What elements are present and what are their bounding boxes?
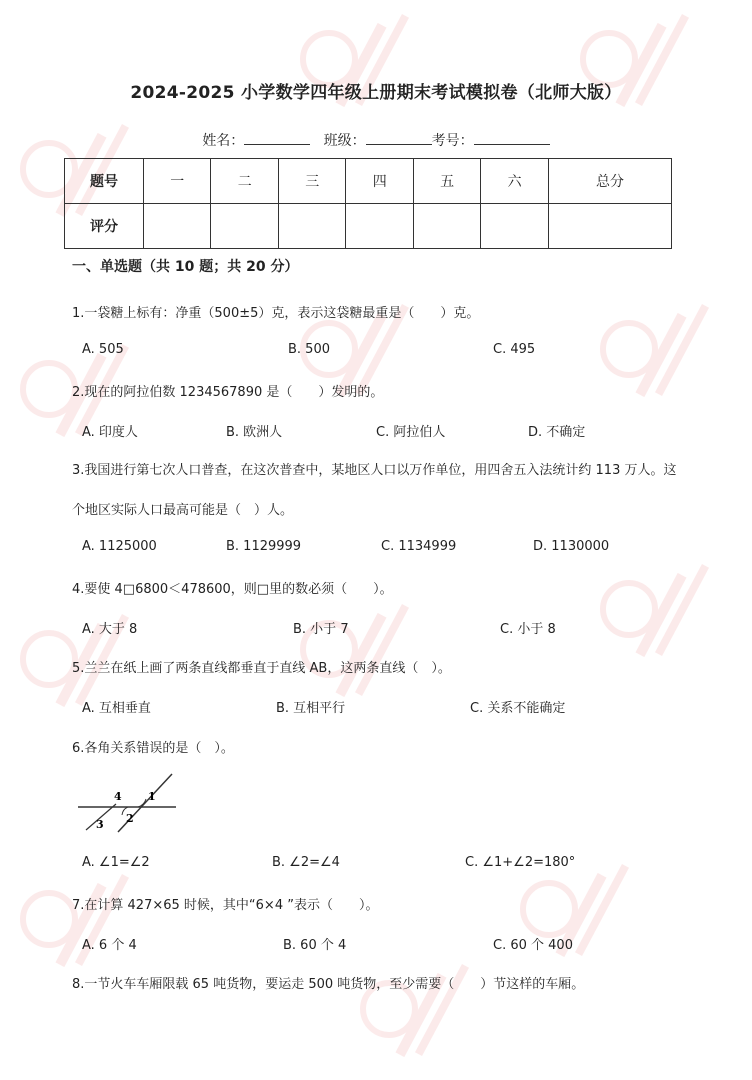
score-table: [64, 158, 672, 249]
question-text: 6.各角关系错误的是（ ）。: [72, 741, 234, 756]
option-b[interactable]: B. 小于 7: [293, 622, 349, 637]
angle-label-3: 3: [96, 818, 104, 831]
question-text-continued: 个地区实际人口最高可能是（ ）人。: [72, 503, 294, 518]
option-c[interactable]: C. 60 个 400: [493, 938, 573, 953]
option-c[interactable]: C. 关系不能确定: [470, 701, 566, 716]
column-header: 总分: [548, 159, 671, 204]
question-text: 8.一节火车车厢限载 65 吨货物，要运走 500 吨货物，至少需要（ ）节这样的车厢。: [72, 977, 585, 992]
student-info: [0, 130, 752, 150]
watermark-logo: [580, 10, 700, 130]
column-header: 六: [481, 159, 548, 204]
option-c[interactable]: C. ∠1+∠2=180°: [465, 855, 576, 870]
watermark-logo: [20, 340, 140, 460]
score-cell[interactable]: [548, 204, 671, 249]
option-a[interactable]: A. 505: [82, 342, 124, 357]
score-table-score-row: [65, 204, 672, 249]
option-b[interactable]: B. 60 个 4: [283, 938, 347, 953]
option-b[interactable]: B. 互相平行: [276, 701, 346, 716]
score-cell[interactable]: [413, 204, 480, 249]
name-label: 姓名：: [202, 133, 245, 149]
option-a[interactable]: A. 互相垂直: [82, 701, 151, 716]
option-a[interactable]: A. 印度人: [82, 425, 138, 440]
score-row-label: 评分: [65, 204, 144, 249]
angle-figure: [76, 772, 178, 836]
option-c[interactable]: C. 阿拉伯人: [376, 425, 446, 440]
question-text: 2.现在的阿拉伯数 1234567890 是（ ）发明的。: [72, 385, 384, 400]
score-cell[interactable]: [278, 204, 345, 249]
watermark-logo: [20, 870, 140, 990]
column-header: 五: [413, 159, 480, 204]
option-a[interactable]: A. 1125000: [82, 539, 157, 554]
score-cell[interactable]: [211, 204, 278, 249]
question-text: 4.要使 4□6800＜478600，则□里的数必须（ ）。: [72, 582, 393, 597]
option-c[interactable]: C. 小于 8: [500, 622, 556, 637]
angle-label-4: 4: [114, 790, 122, 803]
column-header: 二: [211, 159, 278, 204]
score-cell[interactable]: [481, 204, 548, 249]
angle-label-1: 1: [148, 790, 156, 803]
id-label: 考号：: [431, 133, 474, 149]
question-number-header: 题号: [65, 159, 144, 204]
column-header: 一: [144, 159, 211, 204]
column-header: 三: [278, 159, 345, 204]
option-b[interactable]: B. 500: [288, 342, 330, 357]
option-b[interactable]: B. 欧洲人: [226, 425, 283, 440]
class-field[interactable]: [366, 130, 432, 145]
question-text: 5.兰兰在纸上画了两条直线都垂直于直线 AB，这两条直线（ ）。: [72, 661, 451, 676]
option-a[interactable]: A. ∠1=∠2: [82, 855, 150, 870]
watermark-logo: [300, 10, 420, 130]
section-title: 一、单选题（共 10 题；共 20 分）: [72, 259, 299, 275]
option-c[interactable]: C. 495: [493, 342, 536, 357]
id-field[interactable]: [474, 130, 550, 145]
question-text: 7.在计算 427×65 时候，其中“6×4 ”表示（ ）。: [72, 898, 379, 913]
angle-label-2: 2: [126, 812, 134, 825]
question-text: 1.一袋糖上标有：净重（500±5）克，表示这袋糖最重是（ ）克。: [72, 306, 480, 321]
column-header: 四: [346, 159, 413, 204]
page-title: 2024-2025 小学数学四年级上册期末考试模拟卷（北师大版）: [130, 83, 622, 103]
score-cell[interactable]: [144, 204, 211, 249]
option-a[interactable]: A. 6 个 4: [82, 938, 137, 953]
score-cell[interactable]: [346, 204, 413, 249]
option-b[interactable]: B. 1129999: [226, 539, 302, 554]
option-d[interactable]: D. 1130000: [533, 539, 610, 554]
class-label: 班级：: [323, 133, 366, 149]
option-d[interactable]: D. 不确定: [528, 425, 586, 440]
watermark-logo: [520, 860, 640, 980]
question-text: 3.我国进行第七次人口普查，在这次普查中，某地区人口以万作单位，用四舍五入法统计约 113 万人。这: [72, 463, 677, 478]
score-table-header-row: [65, 159, 672, 204]
option-b[interactable]: B. ∠2=∠4: [272, 855, 340, 870]
option-a[interactable]: A. 大于 8: [82, 622, 138, 637]
name-field[interactable]: [244, 130, 310, 145]
option-c[interactable]: C. 1134999: [381, 539, 457, 554]
